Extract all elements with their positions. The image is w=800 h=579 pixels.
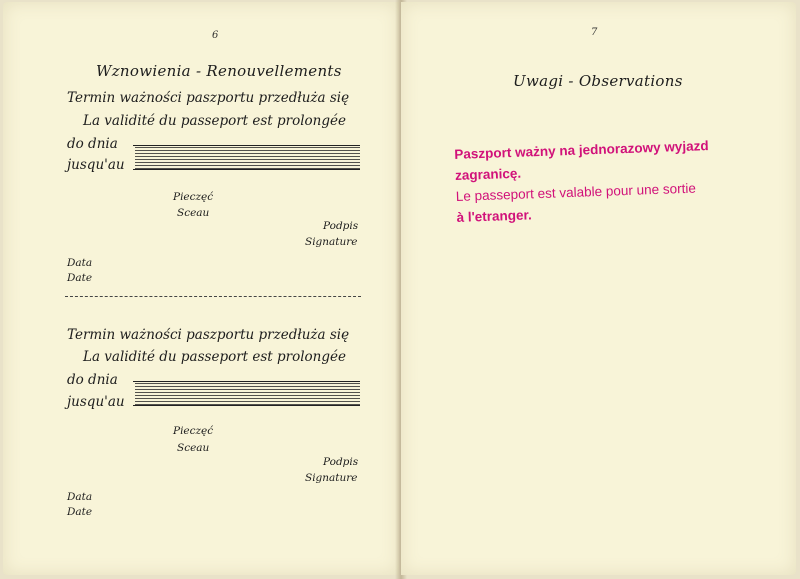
date-field-bottom-line (133, 405, 360, 406)
date-field-hatch (135, 383, 360, 405)
date-field-top-line (133, 145, 360, 146)
stamp-line-4: à l'etranger. (456, 207, 533, 225)
stamp-line-2: zagranicę. (454, 165, 522, 183)
signature-label-fr: Signature (305, 236, 358, 248)
seal-label-pl: Pieczęć (173, 425, 214, 437)
signature-label-pl: Podpis (323, 456, 359, 468)
validity-text-pl: Termin ważności paszportu przedłuża się (67, 90, 350, 106)
date-field-hatch (135, 147, 360, 169)
validity-text-pl: Termin ważności paszportu przedłuża się (67, 327, 350, 343)
signature-label-pl: Podpis (323, 220, 359, 232)
date-label-fr: Date (67, 506, 93, 518)
left-page (3, 2, 399, 575)
date-field-bottom-line (133, 169, 360, 170)
page-number: 6 (212, 30, 219, 41)
seal-label-pl: Pieczęć (173, 191, 214, 203)
seal-label-fr: Sceau (177, 442, 210, 454)
seal-label-fr: Sceau (177, 207, 210, 219)
date-label-fr: Date (67, 272, 93, 284)
page-number: 7 (591, 27, 598, 38)
signature-label-fr: Signature (305, 472, 358, 484)
date-field-top-line (133, 381, 360, 382)
until-label-pl: do dnia (67, 372, 118, 388)
until-label-pl: do dnia (67, 136, 118, 152)
right-page (401, 2, 796, 575)
date-label-pl: Data (67, 491, 93, 503)
stamp-line-1: Paszport ważny na jednorazowy wyjazd (454, 138, 709, 162)
page-heading: Uwagi - Observations (513, 72, 683, 90)
date-label-pl: Data (67, 257, 93, 269)
validity-stamp (454, 135, 711, 228)
validity-text-fr: La validité du passeport est prolongée (83, 113, 346, 129)
until-label-fr: jusqu'au (67, 394, 125, 410)
stamp-line-3: Le passeport est valable pour une sortie (455, 180, 697, 204)
block-separator (65, 296, 361, 297)
until-label-fr: jusqu'au (67, 157, 125, 173)
page-heading: Wznowienia - Renouvellements (96, 62, 342, 80)
validity-text-fr: La validité du passeport est prolongée (83, 349, 346, 365)
